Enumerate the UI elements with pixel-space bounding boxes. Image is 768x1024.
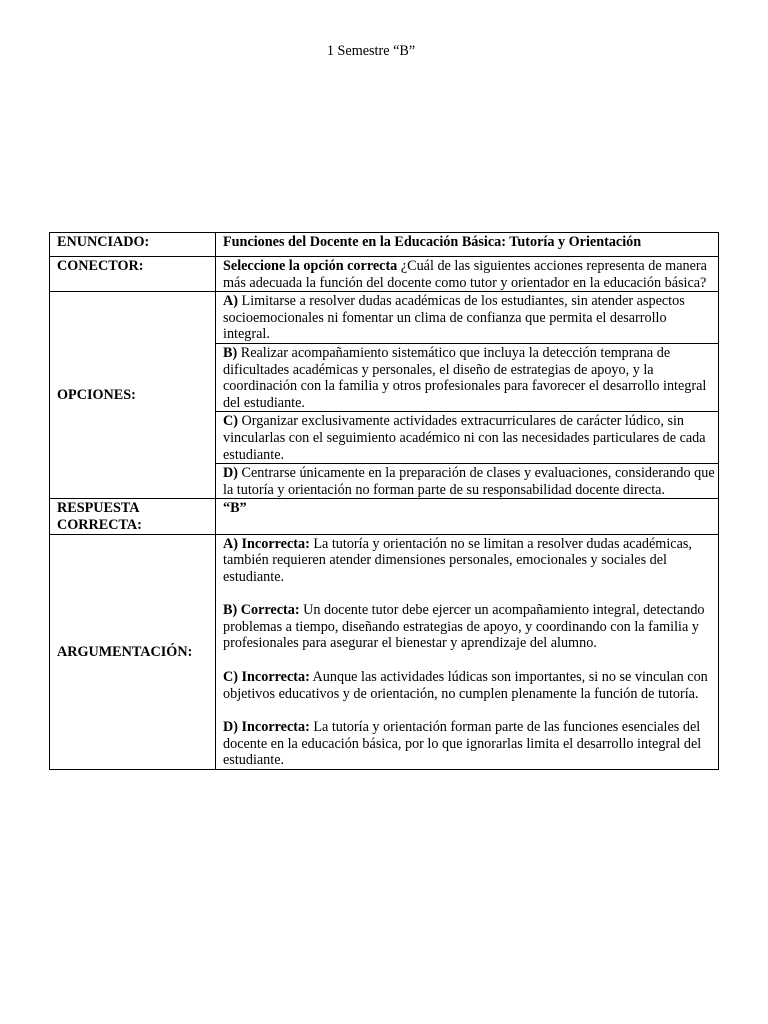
value-respuesta: “B” [216,499,719,534]
label-conector: CONECTOR: [50,257,216,292]
row-enunciado [50,233,719,257]
row-opcion-a [50,292,719,344]
argument-c-lead: C) Incorrecta: [223,669,310,686]
option-a-text: Limitarse a resolver dudas académicas de los estudiantes, sin atender aspectos socioemocionales ni fomentar un clima de confianza que permita el desarrollo integral. [223,293,685,343]
row-respuesta [50,499,719,534]
argument-b-text: Un docente tutor debe ejercer un acompañamiento integral, detectando problemas a tiempo, diseñando estrategias de apoyo, y coordinando con la familia y profesionales para asegurar el bienestar y aprendizaje del alumno. [223,602,705,652]
argument-d-lead: D) Incorrecta: [223,719,310,736]
label-enunciado: ENUNCIADO: [50,233,216,257]
row-argumentacion [50,534,719,770]
label-argumentacion: ARGUMENTACIÓN: [50,534,216,770]
conector-question: ¿Cuál de las siguientes acciones representa de manera más adecuada la función del docente como tutor y orientador en la educación básica? [223,258,707,291]
option-d-text: Centrarse únicamente en la preparación de clases y evaluaciones, considerando que la tutoría y orientación no forman parte de su responsabilidad docente directa. [223,465,715,498]
option-d [216,464,719,499]
argument-a [223,536,716,586]
argument-c-text: Aunque las actividades lúdicas son importantes, si no se vinculan con objetivos educativos y de orientación, no cumplen plenamente la función de tutoría. [223,669,708,702]
semester-heading: 1 Semestre “B” [326,43,416,59]
option-a-letter: A) [223,293,238,310]
option-c-letter: C) [223,413,238,430]
value-conector [216,257,719,292]
option-b-letter: B) [223,344,238,361]
argument-b-lead: B) Correcta: [223,602,300,619]
label-respuesta: RESPUESTA CORRECTA: [50,499,216,534]
value-argumentacion [216,534,719,770]
option-c [216,412,719,464]
argument-a-lead: A) Incorrecta: [223,535,310,552]
option-a [216,292,719,344]
argument-a-text: La tutoría y orientación no se limitan a resolver dudas académicas, también requieren atender dimensiones personales, emocionales y sociales del estudiante. [223,535,692,585]
row-conector [50,257,719,292]
label-opciones: OPCIONES: [50,292,216,499]
option-c-text: Organizar exclusivamente actividades extracurriculares de carácter lúdico, sin vincularlas con el seguimiento académico ni con las necesidades particulares de cada estudiante. [223,413,706,463]
value-enunciado: Funciones del Docente en la Educación Básica: Tutoría y Orientación [216,233,719,257]
question-table [49,232,719,770]
argument-b [223,602,716,652]
argument-d-text: La tutoría y orientación forman parte de las funciones esenciales del docente en la educación básica, por lo que ignorarlas limita el desarrollo integral del estudiante. [223,719,702,769]
argument-d [223,719,716,769]
option-b [216,343,719,411]
argument-c [223,669,716,702]
option-b-text: Realizar acompañamiento sistemático que incluya la detección temprana de dificultades académicas y personales, el diseño de estrategias de apoyo, y la coordinación con la familia y otros profesionales para favorecer el desarrollo integral del estudiante. [223,344,707,411]
conector-lead: Seleccione la opción correcta [223,258,398,274]
option-d-letter: D) [223,465,238,482]
page-header [0,43,768,60]
